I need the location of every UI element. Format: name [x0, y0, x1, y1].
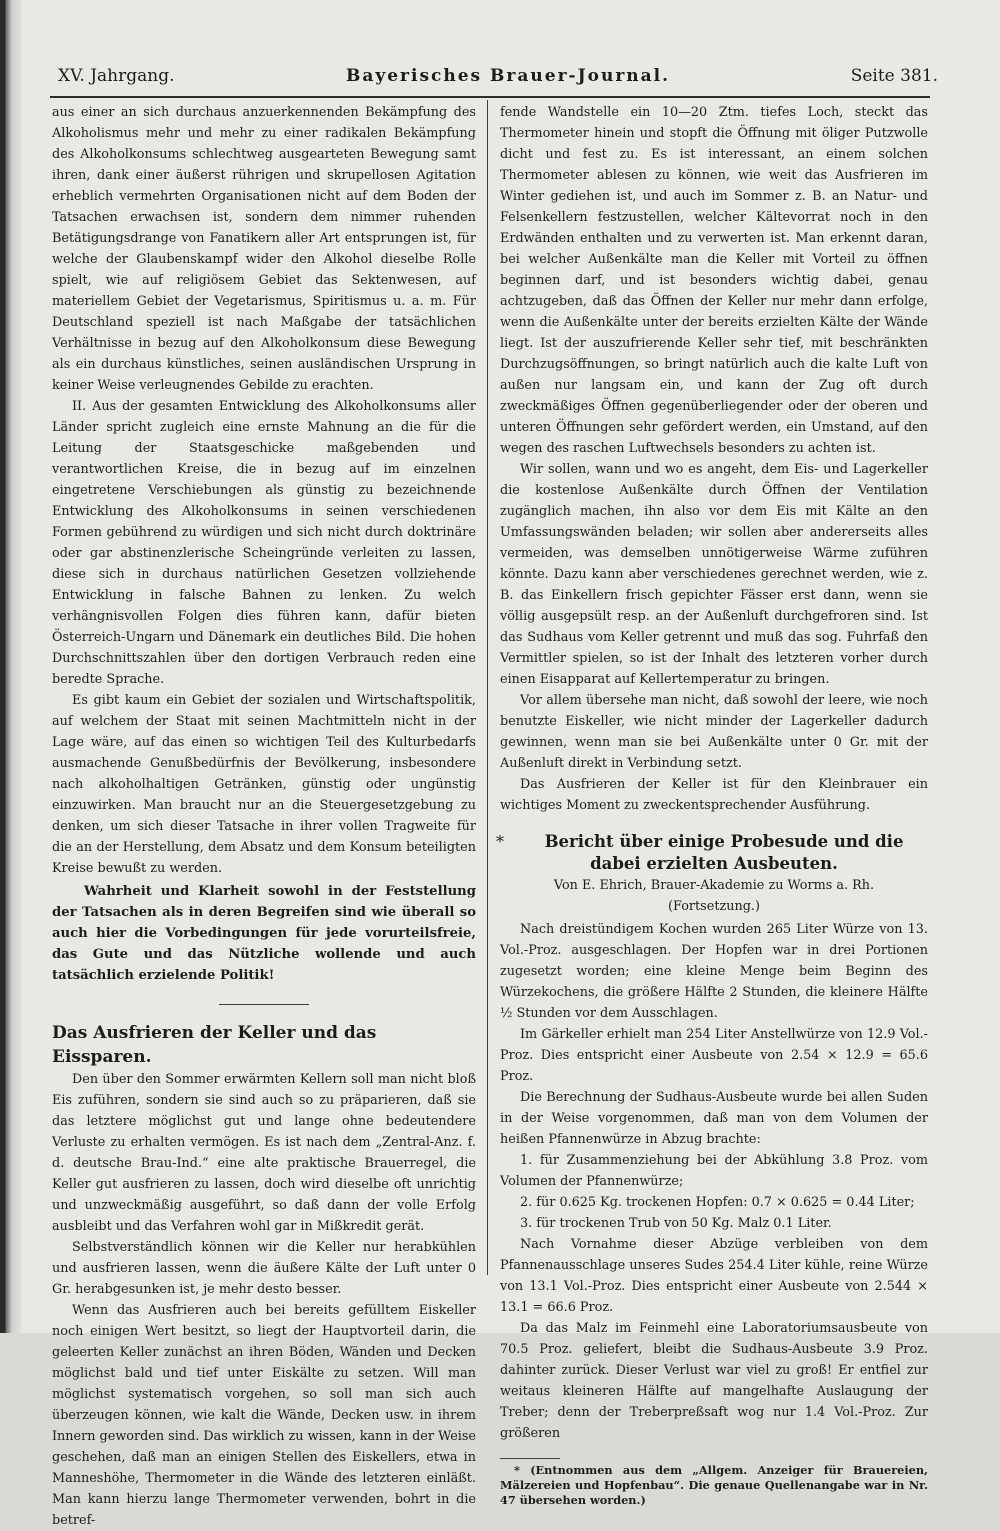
column-divider [487, 100, 488, 1275]
section-rule [219, 1004, 309, 1005]
left-column [52, 102, 476, 1531]
paragraph: Wir sollen, wann und wo es angeht, dem Eis- und Lagerkeller die kostenlose Außenkälte durch Öffnen der Ventilation zugänglich machen, ihn also vor dem Eis mit Kälte an den Umfassungswänden beladen; wir sollen aber andererseits alles vermeiden, was demselben unnötigerweise Wärme zuführen könnte. Dazu kann aber verschiedenes gerechnet werden, wie z. B. das Einkellern frisch gepichter Fässer erst dann, wenn sie völlig ausgepsült resp. an der Außenluft durchgefroren sind. Ist das Sudhaus vom Keller getrennt und muß das sog. Fuhrfaß den Vermittler spielen, so ist der Inhalt des letzteren vorher durch einen Eisapparat auf Kellertemperatur zu bringen. [500, 462, 928, 687]
paragraph: Nach Vornahme dieser Abzüge verbleiben von dem Pfannenausschlage unseres Sudes 254.4 Liter kühle, reine Würze von 13.1 Vol.-Proz. Dies entspricht einer Ausbeute von 2.544 × 13.1 = 66.6 Proz. [500, 1237, 928, 1315]
paragraph: Selbstverständlich können wir die Keller nur herabkühlen und ausfrieren lassen, wenn die äußere Kälte der Luft unter 0 Gr. herabgesunken ist, je mehr desto besser. [52, 1240, 476, 1297]
paragraph: Es gibt kaum ein Gebiet der sozialen und Wirtschaftspolitik, auf welchem der Staat mit seinen Machtmitteln nicht in der Lage wäre, auf das einen so wichtigen Teil des Kulturbedarfs ausmachende Genußbedürfnis der Bevölkerung, insbesondere nach alkoholhaltigen Getränken, günstig oder ungünstig einzuwirken. Man braucht nur an die Steuergesetzgebung zu denken, um sich dieser Tatsache in ihrer vollen Tragweite für die an der Herstellung, dem Absatz und dem Konsum beteiligten Kreise bewußt zu werden. [52, 693, 476, 876]
footnote-marker: * [496, 832, 504, 851]
list-item: 3. für trockenen Trub von 50 Kg. Malz 0.1 Liter. [520, 1216, 832, 1231]
paragraph: Vor allem übersehe man nicht, daß sowohl der leere, wie noch benutzte Eiskeller, wie nicht minder der Lagerkeller dadurch gewinnen, wenn man sie bei Außenkälte unter 0 Gr. mit der Außenluft direkt in Verbindung setzt. [500, 693, 928, 771]
page-number: Seite 381. [850, 66, 938, 86]
list-item: 1. für Zusammenziehung bei der Abkühlung 3.8 Proz. vom Volumen der Pfannenwürze; [500, 1153, 928, 1189]
paragraph: Das Ausfrieren der Keller ist für den Kleinbrauer ein wichtiges Moment zu zweckentsprechender Ausführung. [500, 777, 928, 813]
author-byline: Von E. Ehrich, Brauer-Akademie zu Worms a. Rh. [553, 878, 875, 893]
article-heading-wrap [496, 831, 928, 875]
page-header [58, 66, 938, 92]
paragraph: Die Berechnung der Sudhaus-Ausbeute wurde bei allen Suden in der Weise vorgenommen, daß man von dem Volumen der heißen Pfannenwürze in Abzug brachte: [500, 1090, 928, 1147]
list-item: 2. für 0.625 Kg. trockenen Hopfen: 0.7 × 0.625 = 0.44 Liter; [520, 1195, 915, 1210]
bold-conclusion: Wahrheit und Klarheit sowohl in der Feststellung der Tatsachen als in deren Begreifen sind wie überall so auch hier die Vorbedingungen für jede vorurteilsfreie, das Gute und das Nützliche wollende und auch tatsächlich erzielende Politik! [52, 884, 476, 983]
paragraph: II. Aus der gesamten Entwicklung des Alkoholkonsums aller Länder spricht zugleich eine ernste Mahnung an die für die Leitung der Staatsgeschicke maßgebenden und verantwortlichen Kreise, die in bezug auf im einzelnen eingetretene Verschiebungen als günstig zu bezeichnende Entwicklung des Alkoholkonsums in seinen verschiedenen Formen gebührend zu würdigen und sich nicht durch doktrinäre oder gar abstinenzlerische Scheingründe verleiten zu lassen, diese sich in durchaus natürlichen Gesetzen vollziehende Entwicklung in falsche Bahnen zu lenken. Zu welch verhängnisvollen Folgen dies führen kann, dafür bieten Österreich-Ungarn und Dänemark ein deutliches Bild. Die hohen Durchschnittszahlen über den dortigen Verbrauch reden eine beredte Sprache. [52, 399, 476, 687]
header-rule [50, 96, 930, 98]
paragraph: Nach dreistündigem Kochen wurden 265 Liter Würze von 13. Vol.-Proz. ausgeschlagen. Der Hopfen war in drei Portionen zugesetzt worden; eine kleine Menge beim Beginn des Würzekochens, die größere Hälfte 2 Stunden, die kleinere Hälfte ½ Stunden vor dem Ausschlagen. [500, 922, 928, 1021]
continuation-note: (Fortsetzung.) [668, 899, 760, 914]
paragraph: Da das Malz im Feinmehl eine Laboratoriumsausbeute von 70.5 Proz. geliefert, bleibt die Sudhaus-Ausbeute 3.9 Proz. dahinter zurück. Dieser Verlust war viel zu groß! Er entfiel zur weitaus kleineren Hälfte auf mangelhafte Auslaugung der Treber; denn der Treberpreßsaft wog nur 1.4 Vol.-Proz. Zur größeren [500, 1321, 928, 1441]
page-binding-edge [0, 0, 22, 1333]
paragraph: fende Wandstelle ein 10—20 Ztm. tiefes Loch, steckt das Thermometer hinein und stopft die Öffnung mit öliger Putzwolle dicht und fest zu. Es ist interessant, an einem solchen Thermometer ablesen zu können, wie weit das Ausfrieren im Winter gediehen ist, und auch im Sommer z. B. an Natur- und Felsenkellern festzustellen, welcher Kältevorrat noch in den Erdwänden enthalten und zu verwerten ist. Man erkennt daran, bei welcher Außenkälte man die Keller mit Vorteil zu öffnen beginnen darf, und ist besonders wichtig dabei, genau achtzugeben, daß das Öffnen der Keller nur mehr dann erfolge, wenn die Außenkälte unter der bereits erzielten Kälte der Wände liegt. Ist der auszufrierende Keller sehr tief, mit beschränkten Durchzugsöffnungen, so bringt natürlich auch die kalte Luft von außen nur langsam ein, und kann der Zug oft durch zweckmäßiges Öffnen gegenüberliegender oder der oberen und unteren Öffnungen sehr gefördert werden, ein Umstand, auf den wegen des raschen Luftwechsels besonders zu achten ist. [500, 105, 928, 456]
right-column [496, 102, 928, 1508]
paragraph: aus einer an sich durchaus anzuerkennenden Bekämpfung des Alkoholismus mehr und mehr zu einer radikalen Bekämpfung des Alkoholkonsums schlechtweg ausgearteten Bewegung samt ihren, dank einer äußerst rührigen und skrupellosen Agitation erheblich vermehrten Organisationen nicht auf dem Boden der Tatsachen erwachsen ist, sondern dem nimmer ruhenden Betätigungsdrange von Fanatikern aller Art entsprungen ist, für welche der Glaubenskampf wider den Alkohol dieselbe Rolle spielt, wie auf religiösem Gebiet das Sektenwesen, auf materiellem Gebiet der Vegetarismus, Spiritismus u. a. m. Für Deutschland speziell ist nach Maßgabe der tatsächlichen Verhältnisse in bezug auf den Alkoholkonsum diese Bewegung als ein durchaus künstliches, seinen ausländischen Ursprung in keiner Weise verleugnendes Gebilde zu erachten. [52, 105, 476, 393]
paragraph: Den über den Sommer erwärmten Kellern soll man nicht bloß Eis zuführen, sondern sie sind auch so zu präparieren, daß sie das letztere möglichst gut und lange ohne bedeutendere Verluste zu erhalten vermögen. Es ist nach dem „Zentral-Anz. f. d. deutsche Brau-Ind.“ eine alte praktische Brauerregel, die Keller gut ausfrieren zu lassen, doch wird dieselbe oft unrichtig und unzweckmäßig ausgeführt, so daß dann der volle Erfolg ausbleibt und das Verfahren wohl gar in Mißkredit gerät. [52, 1072, 476, 1234]
article-heading: Bericht über einige Probesude und die dabei erzielten Ausbeuten. [544, 832, 904, 873]
article-heading: Das Ausfrieren der Keller und das Eissparen. [52, 1023, 377, 1067]
volume-label: XV. Jahrgang. [58, 66, 175, 86]
footnote-rule [500, 1458, 560, 1459]
footnote: * (Entnommen aus dem „Allgem. Anzeiger für Brauereien, Mälzereien und Hopfenbau“. Die genaue Quellenangabe war in Nr. 47 übersehen worden.) [500, 1463, 928, 1507]
paragraph: Im Gärkeller erhielt man 254 Liter Anstellwürze von 12.9 Vol.-Proz. Dies entspricht einer Ausbeute von 2.54 × 12.9 = 65.6 Proz. [500, 1027, 928, 1084]
paragraph: Wenn das Ausfrieren auch bei bereits gefülltem Eiskeller noch einigen Wert besitzt, so liegt der Hauptvorteil darin, die geleerten Keller zunächst an ihren Böden, Wänden und Decken möglichst bald und tief unter Eiskälte zu setzen. Will man möglichst systematisch vorgehen, so soll man sich auch überzeugen können, wie kalt die Wände, Decken usw. in ihrem Innern geworden sind. Das wirklich zu wissen, kann in der Weise geschehen, daß man an einigen Stellen des Eiskellers, etwa in Manneshöhe, Thermometer in die Wände des letzteren einläßt. Man kann hierzu lange Thermometer verwenden, bohrt in die betref- [52, 1303, 476, 1528]
journal-title: Bayerisches Brauer-Journal. [345, 66, 671, 86]
